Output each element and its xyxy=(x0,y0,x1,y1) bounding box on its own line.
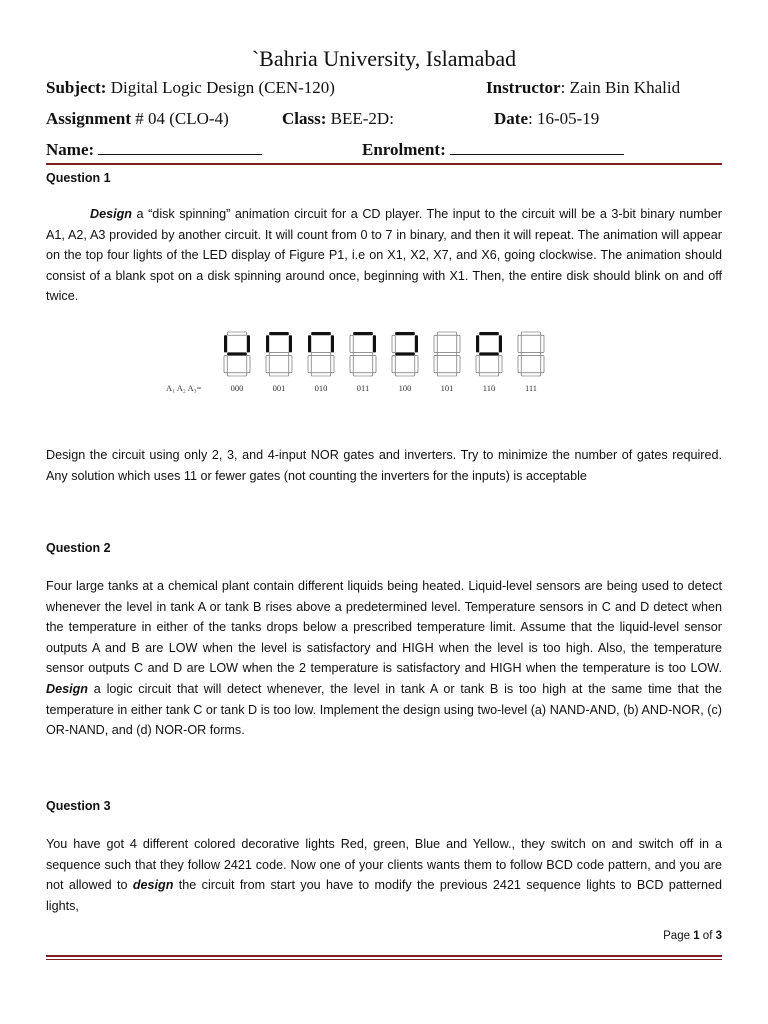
question-2-heading: Question 2 xyxy=(46,541,111,555)
segment xyxy=(266,335,269,352)
segment xyxy=(311,373,331,376)
question-3-heading: Question 3 xyxy=(46,799,111,813)
name-blank xyxy=(98,140,262,155)
binary-code-label: 110 xyxy=(482,383,496,393)
segment xyxy=(308,356,311,373)
segment xyxy=(437,352,457,355)
date-value: : 16-05-19 xyxy=(527,109,600,128)
segment xyxy=(227,352,247,355)
segment xyxy=(395,332,415,335)
segment xyxy=(392,356,395,373)
subject-value: Digital Logic Design (CEN-120) xyxy=(106,78,335,97)
name-label: Name: xyxy=(46,140,95,159)
class-line xyxy=(282,109,394,129)
segment xyxy=(247,356,250,373)
seven-segment-digit xyxy=(308,332,334,376)
of-word: of xyxy=(699,930,716,942)
seven-segment-digit xyxy=(266,332,292,376)
question-3-text-b: the circuit from start you have to modify the previous 2421 sequence lights to BCD patterned lights, xyxy=(46,878,723,913)
segment xyxy=(434,335,437,352)
segment xyxy=(269,373,289,376)
name-line xyxy=(46,140,262,160)
design-emphasis: Design xyxy=(90,207,132,221)
segment xyxy=(437,373,457,376)
segment xyxy=(499,356,502,373)
seven-segment-digit xyxy=(434,332,460,376)
segment xyxy=(353,373,373,376)
segment xyxy=(479,332,499,335)
seven-segment-digit xyxy=(518,332,544,376)
assignment-label: Assignment xyxy=(46,109,132,128)
assignment-value: # 04 (CLO-4) xyxy=(131,109,229,128)
segment xyxy=(311,352,331,355)
question-1-paragraph xyxy=(46,204,722,307)
segment xyxy=(311,332,331,335)
date-line xyxy=(494,109,599,129)
segment xyxy=(518,356,521,373)
segment xyxy=(479,352,499,355)
segment xyxy=(457,335,460,352)
binary-code-label: 010 xyxy=(314,383,328,393)
question-2-text-a: Four large tanks at a chemical plant contain different liquids being heated. Liquid-level sensors are being used to detect whenever the level in tank A or tank B rises above a predetermined level. Temperature sensors in C and D detect when the temperature in either of the tanks drops below a prescribed temperature limit. Assume that the liquid-level sensor outputs A and B are LOW when the level is satisfactory and HIGH when the level is too high. Also, the temperature sensor outputs C and D are LOW when the 2 temperature is satisfactory and HIGH when the temperature is too LOW. xyxy=(46,579,722,676)
seven-segment-digit xyxy=(392,332,418,376)
segment xyxy=(541,335,544,352)
date-label: Date xyxy=(494,109,528,128)
segment xyxy=(457,356,460,373)
segment xyxy=(224,335,227,352)
seven-segment-digit xyxy=(350,332,376,376)
class-value: BEE-2D: xyxy=(326,109,394,128)
page-total: 3 xyxy=(715,930,722,942)
segment xyxy=(521,373,541,376)
university-title: `Bahria University, Islamabad xyxy=(251,46,517,71)
binary-code-label: 100 xyxy=(398,383,412,393)
segment xyxy=(476,356,479,373)
subject-label: Subject: xyxy=(46,78,107,97)
header-rule xyxy=(46,163,722,165)
seven-segment-digit xyxy=(476,332,502,376)
question-1-heading: Question 1 xyxy=(46,171,111,185)
segment xyxy=(331,335,334,352)
segment xyxy=(224,356,227,373)
seven-segment-figure xyxy=(166,328,566,398)
segment xyxy=(521,352,541,355)
question-2-text-b: a logic circuit that will detect whenever, the level in tank A or tank B is too high at the same time that the temperature in either tank C or tank D is too low. Implement the design using two-level (a) NAND-AND, (b) AND-NOR, (c) OR-NAND, and (d) NOR-OR forms. xyxy=(46,681,722,738)
segment xyxy=(227,332,247,335)
segment xyxy=(434,356,437,373)
binary-code-label: 101 xyxy=(440,383,454,393)
binary-code-label: 001 xyxy=(272,383,286,393)
page-current: 1 xyxy=(693,930,700,942)
segment xyxy=(518,335,521,352)
design-emphasis: Design xyxy=(46,681,88,696)
segment xyxy=(395,352,415,355)
assignment-line xyxy=(46,109,229,129)
segment xyxy=(415,356,418,373)
segment xyxy=(541,356,544,373)
instructor-line xyxy=(486,78,680,98)
segment xyxy=(499,335,502,352)
segment xyxy=(247,335,250,352)
footer-rule-top xyxy=(46,955,722,957)
design-emphasis: design xyxy=(132,878,174,893)
segment xyxy=(331,356,334,373)
binary-code-label: 111 xyxy=(524,383,538,393)
enrolment-blank xyxy=(450,140,624,155)
segment xyxy=(353,332,373,335)
footer-rule-bottom xyxy=(46,959,722,960)
segment xyxy=(373,356,376,373)
seven-segment-digit xyxy=(224,332,250,376)
enrolment-line xyxy=(362,140,624,160)
question-2-paragraph xyxy=(46,576,722,741)
enrolment-label: Enrolment: xyxy=(362,140,446,159)
question-3-text-a: You have got 4 different colored decorative lights Red, green, Blue and Yellow., they switch on and switch off in a sequence such that they follow 2421 code. Now one of your clients wants them to follow BCD code pattern, and you are not allowed to xyxy=(46,837,722,893)
page-word: Page xyxy=(663,930,694,942)
segment xyxy=(395,373,415,376)
segment xyxy=(415,335,418,352)
segment xyxy=(269,332,289,335)
segment xyxy=(308,335,311,352)
segment xyxy=(392,335,395,352)
segment xyxy=(476,335,479,352)
segment xyxy=(289,335,292,352)
segment xyxy=(350,356,353,373)
question-1-instructions: Design the circuit using only 2, 3, and 4-input NOR gates and inverters. Try to minimize the number of gates required. Any solution which uses 11 or fewer gates (not counting the inverters for the inputs) is acceptable xyxy=(46,448,722,483)
segment xyxy=(437,332,457,335)
segment xyxy=(289,356,292,373)
segment xyxy=(353,352,373,355)
segment xyxy=(266,356,269,373)
segment xyxy=(521,332,541,335)
question-1-text: a “disk spinning” animation circuit for a CD player. The input to the circuit will be a 3-bit binary number A1, A2, A3 provided by another circuit. It will count from 0 to 7 in binary, and then it will repeat. The animation will appear on the top four lights of the LED display of Figure P1, i.e on X1, X2, X7, and X6, going clockwise. The animation should consist of a blank spot on a disk spinning around once, beginning with X1. Then, the entire disk should blink on and off twice. xyxy=(46,207,722,304)
subject-line xyxy=(46,78,335,98)
question-3-paragraph xyxy=(46,834,722,916)
class-label: Class: xyxy=(282,109,327,128)
page-number xyxy=(663,930,722,942)
figure-axis-label: A₁ A₂ A₃= xyxy=(166,383,202,393)
segment xyxy=(479,373,499,376)
segment xyxy=(269,352,289,355)
segment xyxy=(350,335,353,352)
segment xyxy=(227,373,247,376)
instructor-label: Instructor xyxy=(486,78,561,97)
binary-code-label: 000 xyxy=(230,383,244,393)
binary-code-label: 011 xyxy=(356,383,370,393)
instructor-value: : Zain Bin Khalid xyxy=(560,78,681,97)
segment xyxy=(373,335,376,352)
